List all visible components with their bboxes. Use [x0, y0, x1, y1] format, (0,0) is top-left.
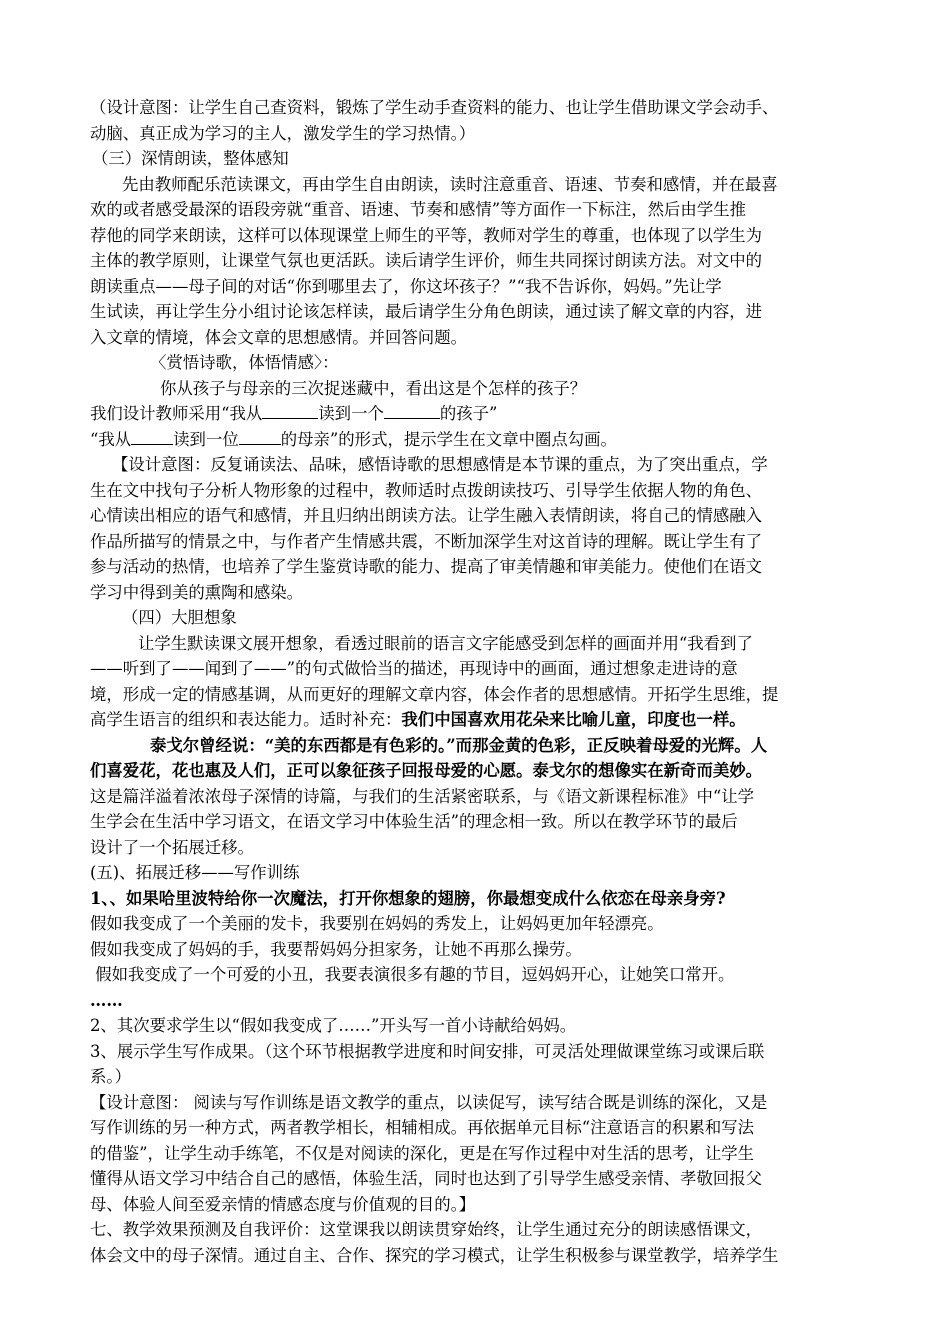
writing-item-2: 2、其次要求学生以“假如我变成了……”开头写一首小诗献给妈妈。	[90, 1016, 577, 1035]
imagination-paragraph-line-7: 这是篇洋溢着浓浓母子深情的诗篇，与我们的生活紧密联系，与《语文新课程标准》中“让学	[90, 786, 755, 806]
reading-paragraph-line-2: 欢的或者感受最深的语段旁就“重音、语速、节奏和感情”等方面作一下标注，然后由学生推	[90, 200, 746, 219]
design-intent-3-line-3: 的借鉴”，让学生动手练笔，不仅是对阅读的深化，更是在写作过程中对生活的思考，让学生	[90, 1143, 755, 1163]
design-intent-2-line-2: 生在文中找句子分析人物形象的过程中，教师适时点拨朗读技巧、引导学生依据人物的角色、	[90, 480, 763, 500]
imagination-paragraph-line-3: 境，形成一定的情感基调，从而更好的理解文章内容，体会作者的思想感情。开拓学生思维，提	[90, 684, 779, 704]
fill-blank-2-part-c: 的母亲”的形式，提示学生在文章中圈点勾画。	[280, 429, 617, 449]
section-heading-4: （四）大胆想象	[122, 608, 237, 627]
fill-blank-2-part-b: 读到一位	[173, 429, 239, 449]
tagore-quote-line-1: 泰戈尔曾经说：“美的东西都是有色彩的。”而那金黄的色彩，正反映着母爱的光辉。人	[150, 735, 768, 755]
writing-item-3-line-1: 3、展示学生写作成果。（这个环节根据教学进度和时间安排，可灵活处理做课堂练习或课后联	[90, 1041, 765, 1061]
ellipsis: ……	[90, 990, 123, 1010]
design-intent-1-line-1: （设计意图：让学生自己查资料，锻炼了学生动手查资料的能力、也让学生借助课文学会动手、	[90, 98, 779, 117]
blank-underline	[262, 401, 318, 419]
fill-blank-1-part-a: 我们设计教师采用“我从	[90, 404, 263, 423]
fill-blank-line-2	[90, 427, 860, 453]
document-page	[90, 95, 860, 1268]
design-intent-2-line-5: 参与活动的热情，也培养了学生鉴赏诗歌的能力、提高了审美情趣和审美能力。使他们在语文	[90, 557, 763, 576]
imagination-line-4-bold: 我们中国喜欢用花朵来比喻儿童，印度也一样。	[401, 710, 746, 729]
fill-blank-line-1	[90, 401, 860, 427]
evaluation-line-1: 七、教学效果预测及自我评价：这堂课我以朗读贯穿始终，让学生通过充分的朗读感悟课文，	[90, 1220, 763, 1239]
design-intent-3-line-1: 【设计意图： 阅读与写作训练是语文教学的重点，以读促写，读写结合既是训练的深化，又是	[90, 1092, 768, 1112]
reading-paragraph-line-5: 朗读重点——母子间的对话“你到哪里去了，你这坏孩子？”“我不告诉你，妈妈。”先让学	[90, 276, 722, 296]
imagination-paragraph-line-1: 让学生默读课文展开想象，看透过眼前的语言文字能感受到怎样的画面并用“我看到了	[138, 633, 753, 653]
section-heading-3: （三）深情朗读，整体感知	[92, 149, 289, 168]
example-line-3: 假如我变成了一个可爱的小丑，我要表演很多有趣的节目，逗妈妈开心，让她笑口常开。	[90, 965, 735, 984]
reading-paragraph-line-4: 主体的教学原则，让课堂气氛也更活跃。读后请学生评价，师生共同探讨朗读方法。对文中的	[90, 251, 763, 270]
writing-item-3-line-2: 系。）	[90, 1067, 131, 1086]
section-heading-5: (五)、拓展迁移——写作训练	[90, 863, 300, 882]
design-intent-3-line-4: 懂得从语文学习中结合自己的感悟，体验生活，同时也达到了引导学生感受亲情、孝敬回报父	[90, 1169, 763, 1188]
question-text: 你从孩子与母亲的三次捉迷藏中，看出这是个怎样的孩子？	[160, 378, 587, 398]
blank-underline	[384, 401, 440, 419]
imagination-paragraph-line-4	[90, 707, 860, 733]
example-line-1: 假如我变成了一个美丽的发卡，我要别在妈妈的秀发上，让妈妈更加年轻漂亮。	[90, 914, 664, 933]
fill-blank-1-part-b: 读到一个	[318, 404, 384, 423]
design-intent-3-line-5: 母、体验人间至爱亲情的情感态度与价值观的目的。】	[90, 1194, 476, 1214]
writing-item-1: 1、、如果哈里波特给你一次魔法，打开你想象的翅膀，你最想变成什么依恋在母亲身旁?	[90, 888, 726, 908]
reading-paragraph-line-7: 入文章的情境，体会文章的思想感情。并回答问题。	[90, 327, 467, 347]
design-intent-2-line-3: 心情读出相应的语气和感情，并且归纳出朗读方法。让学生融入表情朗读，将自己的情感融入	[90, 506, 763, 525]
imagination-paragraph-line-9: 设计了一个拓展迁移。	[90, 837, 254, 857]
design-intent-2-line-4: 作品所描写的情景之中，与作者产生情感共震，不断加深学生对这首诗的理解。既让学生有了	[90, 531, 763, 551]
tagore-quote-line-2: 们喜爱花，花也惠及人们，正可以象征孩子回报母爱的心愿。泰戈尔的想像实在新奇而美妙。	[90, 761, 763, 780]
question-heading: 〈赏悟诗歌，体悟情感〉：	[150, 353, 339, 372]
design-intent-2-line-6: 学习中得到美的熏陶和感染。	[90, 582, 304, 602]
blank-underline	[239, 427, 281, 445]
blank-underline	[131, 427, 173, 445]
reading-paragraph-line-3: 荐他的同学来朗读，这样可以体现课堂上师生的平等，教师对学生的尊重，也体现了以学生为	[90, 225, 763, 245]
reading-paragraph-line-1: 先由教师配乐范读课文，再由学生自由朗读，读时注意重音、语速、节奏和感情，并在最喜	[122, 174, 778, 194]
imagination-line-4-plain: 高学生语言的组织和表达能力。适时补充：	[90, 710, 402, 729]
design-intent-2-line-1: 【设计意图：反复诵读法、品味，感悟诗歌的思想感情是本节课的重点，为了突出重点，学	[112, 455, 768, 474]
design-intent-1-line-2: 动脑、真正成为学习的主人，激发学生的学习热情。）	[90, 123, 476, 143]
imagination-paragraph-line-8: 生学会在生活中学习语文，在语文学习中体验生活”的理念相一致。所以在教学环节的最后	[90, 812, 738, 831]
fill-blank-1-part-c: 的孩子”	[439, 404, 498, 423]
fill-blank-2-part-a: “我从	[90, 429, 132, 449]
evaluation-line-2: 体会文中的母子深情。通过自主、合作、探究的学习模式，让学生积极参与课堂教学，培养学生	[90, 1245, 779, 1265]
imagination-paragraph-line-2: ——听到了——闻到了——”的句式做恰当的描述，再现诗中的画面，通过想象走进诗的意	[90, 659, 738, 678]
reading-paragraph-line-6: 生试读，再让学生分小组讨论该怎样读，最后请学生分角色朗读，通过读了解文章的内容，进	[90, 302, 763, 321]
example-line-2: 假如我变成了妈妈的手，我要帮妈妈分担家务，让她不再那么操劳。	[90, 939, 582, 959]
design-intent-3-line-2: 写作训练的另一种方式，两者教学相长，相辅相成。再依据单元目标“注意语言的积累和写法	[90, 1118, 755, 1137]
